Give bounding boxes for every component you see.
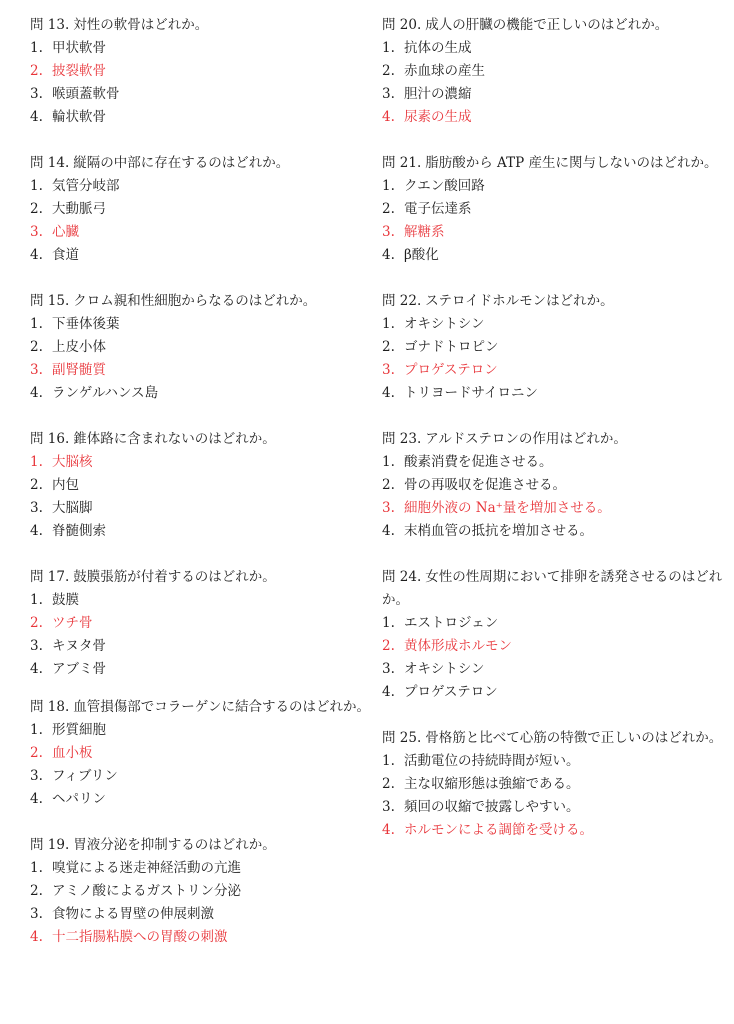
option-text: ホルモンによる調節を受ける。 [404, 822, 593, 838]
option-text: 上皮小体 [52, 339, 106, 355]
option-text: 心臓 [52, 224, 79, 240]
option-text: 電子伝達系 [404, 201, 472, 217]
option-text: 食道 [52, 247, 79, 263]
answer-option [382, 658, 727, 681]
question-block [382, 727, 727, 842]
option-text: 脊髄側索 [52, 523, 106, 539]
answer-option [382, 313, 727, 336]
option-text: 解糖系 [404, 224, 445, 240]
question-block [30, 290, 375, 405]
option-text: アブミ骨 [52, 661, 106, 677]
question-block [382, 14, 727, 129]
question-block [30, 152, 375, 267]
option-number: 1. [30, 454, 43, 470]
question-block [382, 428, 727, 543]
option-number: 4. [30, 791, 43, 807]
answer-option [30, 788, 375, 811]
option-text: プロゲステロン [404, 362, 498, 378]
option-text: 大脳核 [52, 454, 93, 470]
option-number: 1. [382, 615, 395, 631]
question-block [382, 152, 727, 267]
question-stem [382, 727, 727, 750]
option-number: 2. [30, 615, 43, 631]
question-block [30, 566, 375, 681]
answer-option [30, 719, 375, 742]
answer-option-correct [382, 819, 727, 842]
question-text: 鼓膜張筋が付着するのはどれか。 [73, 569, 276, 585]
option-number: 2. [30, 477, 43, 493]
question-stem [30, 152, 375, 175]
option-number: 3. [382, 500, 395, 516]
option-text: クエン酸回路 [404, 178, 485, 194]
option-text: 酸素消費を促進させる。 [404, 454, 553, 470]
option-text: ゴナドトロピン [404, 339, 499, 355]
answer-option-correct [30, 612, 375, 635]
question-text: 胃液分泌を抑制するのはどれか。 [73, 837, 276, 853]
option-text: オキシトシン [404, 316, 485, 332]
option-text: 黄体形成ホルモン [404, 638, 512, 654]
option-number: 4. [382, 523, 395, 539]
answer-option [30, 589, 375, 612]
question-stem [30, 566, 375, 589]
option-number: 3. [30, 500, 43, 516]
option-text: 喉頭蓋軟骨 [52, 86, 120, 102]
answer-option [382, 175, 727, 198]
option-number: 3. [382, 224, 395, 240]
answer-option [30, 313, 375, 336]
option-text: 血小板 [52, 745, 93, 761]
option-text: 大脳脚 [52, 500, 93, 516]
answer-option-correct [30, 359, 375, 382]
option-text: 気管分岐部 [52, 178, 120, 194]
question-number: 問 22. [382, 293, 422, 309]
option-number: 1. [382, 454, 395, 470]
question-stem [382, 428, 727, 451]
answer-option [382, 336, 727, 359]
answer-option-correct [30, 451, 375, 474]
option-text: キヌタ骨 [52, 638, 106, 654]
question-block [382, 290, 727, 405]
option-text: オキシトシン [404, 661, 485, 677]
option-text: 活動電位の持続時間が短い。 [404, 753, 580, 769]
answer-option [382, 37, 727, 60]
option-number: 4. [382, 109, 395, 125]
answer-option-correct [30, 742, 375, 765]
option-text: 内包 [52, 477, 79, 493]
option-text: ツチ骨 [52, 615, 93, 631]
answer-option-correct [30, 926, 375, 949]
option-number: 3. [382, 362, 395, 378]
option-text: 細胞外液の Na⁺量を増加させる。 [404, 500, 611, 516]
question-number: 問 15. [30, 293, 70, 309]
option-number: 4. [382, 684, 395, 700]
question-number: 問 13. [30, 17, 70, 33]
option-text: 大動脈弓 [52, 201, 106, 217]
option-text: プロゲステロン [404, 684, 498, 700]
option-number: 1. [30, 178, 43, 194]
option-number: 1. [382, 316, 395, 332]
answer-option-correct [382, 221, 727, 244]
option-number: 3. [382, 799, 395, 815]
answer-option [30, 336, 375, 359]
option-number: 1. [30, 316, 43, 332]
option-text: 鼓膜 [52, 592, 79, 608]
option-number: 2. [382, 201, 395, 217]
question-number: 問 16. [30, 431, 70, 447]
option-number: 4. [382, 822, 395, 838]
question-text: 女性の性周期において排卵を誘発させるのはどれか。 [382, 569, 723, 608]
question-text: アルドステロンの作用はどれか。 [425, 431, 627, 447]
option-number: 3. [382, 86, 395, 102]
answer-option-correct [382, 635, 727, 658]
answer-option-correct [30, 221, 375, 244]
option-text: 胆汁の濃縮 [404, 86, 472, 102]
option-number: 2. [382, 63, 395, 79]
answer-option [382, 198, 727, 221]
option-text: 副腎髄質 [52, 362, 106, 378]
question-text: 骨格筋と比べて心筋の特徴で正しいのはどれか。 [425, 730, 723, 746]
answer-option [382, 750, 727, 773]
option-number: 3. [30, 768, 43, 784]
answer-option-correct [382, 497, 727, 520]
option-text: 頻回の収縮で披露しやすい。 [404, 799, 580, 815]
option-number: 1. [30, 722, 43, 738]
answer-option [30, 497, 375, 520]
option-number: 2. [30, 63, 43, 79]
answer-option [382, 681, 727, 704]
question-number: 問 18. [30, 699, 70, 715]
answer-option [382, 773, 727, 796]
question-block [30, 428, 375, 543]
option-number: 2. [382, 776, 395, 792]
option-number: 3. [30, 362, 43, 378]
answer-option [30, 83, 375, 106]
answer-option [382, 474, 727, 497]
option-number: 4. [30, 523, 43, 539]
question-text: 対性の軟骨はどれか。 [73, 17, 209, 33]
question-text: 成人の肝臓の機能で正しいのはどれか。 [425, 17, 669, 33]
option-text: 主な収縮形態は強縮である。 [404, 776, 580, 792]
answer-option [382, 612, 727, 635]
question-stem [30, 428, 375, 451]
answer-option [382, 796, 727, 819]
answer-option [30, 880, 375, 903]
question-stem [30, 14, 375, 37]
answer-option [382, 244, 727, 267]
answer-option [30, 520, 375, 543]
option-number: 3. [382, 661, 395, 677]
option-text: ヘパリン [52, 791, 106, 807]
option-text: 食物による胃壁の伸展刺激 [52, 906, 214, 922]
answer-option-correct [30, 60, 375, 83]
option-text: トリヨードサイロニン [404, 385, 539, 401]
question-stem [382, 290, 727, 313]
option-text: 抗体の生成 [404, 40, 472, 56]
answer-option [30, 37, 375, 60]
question-text: 血管損傷部でコラーゲンに結合するのはどれか。 [73, 699, 370, 715]
answer-option-correct [382, 106, 727, 129]
option-text: 末梢血管の抵抗を増加させる。 [404, 523, 593, 539]
question-stem [30, 696, 375, 719]
question-stem [382, 152, 727, 175]
right-column [382, 14, 727, 865]
answer-option [30, 382, 375, 405]
option-text: 披裂軟骨 [52, 63, 106, 79]
answer-option [30, 857, 375, 880]
option-text: 尿素の生成 [404, 109, 472, 125]
option-number: 4. [382, 247, 395, 263]
question-stem [382, 566, 727, 612]
answer-option [30, 244, 375, 267]
option-number: 4. [30, 109, 43, 125]
answer-option [30, 765, 375, 788]
option-number: 2. [30, 339, 43, 355]
question-text: ステロイドホルモンはどれか。 [425, 293, 614, 309]
option-number: 3. [30, 906, 43, 922]
answer-option [30, 106, 375, 129]
option-number: 1. [30, 860, 43, 876]
option-text: 嗅覚による迷走神経活動の亢進 [52, 860, 241, 876]
option-number: 3. [30, 86, 43, 102]
answer-option [382, 382, 727, 405]
question-number: 問 24. [382, 569, 422, 585]
question-block [30, 14, 375, 129]
answer-option [382, 83, 727, 106]
answer-option [30, 658, 375, 681]
option-number: 3. [30, 224, 43, 240]
question-stem [30, 290, 375, 313]
option-number: 1. [30, 592, 43, 608]
option-number: 2. [382, 477, 395, 493]
option-number: 1. [30, 40, 43, 56]
option-text: 形質細胞 [52, 722, 106, 738]
answer-option [382, 520, 727, 543]
option-number: 2. [382, 638, 395, 654]
option-text: 下垂体後葉 [52, 316, 120, 332]
question-text: クロム親和性細胞からなるのはどれか。 [73, 293, 317, 309]
option-text: 赤血球の産生 [404, 63, 485, 79]
option-number: 2. [382, 339, 395, 355]
option-number: 4. [30, 929, 43, 945]
option-number: 1. [382, 40, 395, 56]
answer-option-correct [382, 359, 727, 382]
option-number: 2. [30, 883, 43, 899]
question-stem [382, 14, 727, 37]
answer-option [382, 451, 727, 474]
question-number: 問 23. [382, 431, 422, 447]
question-block [30, 696, 375, 811]
question-number: 問 17. [30, 569, 70, 585]
option-text: エストロジェン [404, 615, 499, 631]
option-number: 3. [30, 638, 43, 654]
option-number: 4. [30, 661, 43, 677]
question-text: 脂肪酸から ATP 産生に関与しないのはどれか。 [425, 155, 718, 171]
option-number: 2. [30, 201, 43, 217]
option-number: 4. [382, 385, 395, 401]
option-text: フィブリン [52, 768, 118, 784]
option-number: 2. [30, 745, 43, 761]
question-block [30, 834, 375, 949]
question-number: 問 25. [382, 730, 422, 746]
option-text: 十二指腸粘膜への胃酸の刺激 [52, 929, 228, 945]
option-text: 骨の再吸収を促進させる。 [404, 477, 566, 493]
option-text: 甲状軟骨 [52, 40, 106, 56]
question-block [382, 566, 727, 704]
question-stem [30, 834, 375, 857]
question-text: 縦隔の中部に存在するのはどれか。 [73, 155, 290, 171]
answer-option [30, 474, 375, 497]
answer-option [30, 903, 375, 926]
answer-option [30, 635, 375, 658]
option-number: 1. [382, 753, 395, 769]
question-number: 問 19. [30, 837, 70, 853]
option-number: 1. [382, 178, 395, 194]
option-number: 4. [30, 247, 43, 263]
option-text: アミノ酸によるガストリン分泌 [52, 883, 241, 899]
option-text: 輪状軟骨 [52, 109, 106, 125]
answer-option [30, 175, 375, 198]
question-text: 錐体路に含まれないのはどれか。 [73, 431, 276, 447]
option-text: ランゲルハンス島 [52, 385, 159, 401]
left-column [30, 14, 375, 972]
answer-option [30, 198, 375, 221]
question-number: 問 21. [382, 155, 422, 171]
question-number: 問 14. [30, 155, 70, 171]
option-number: 4. [30, 385, 43, 401]
option-text: β酸化 [404, 247, 439, 263]
answer-option [382, 60, 727, 83]
question-number: 問 20. [382, 17, 422, 33]
